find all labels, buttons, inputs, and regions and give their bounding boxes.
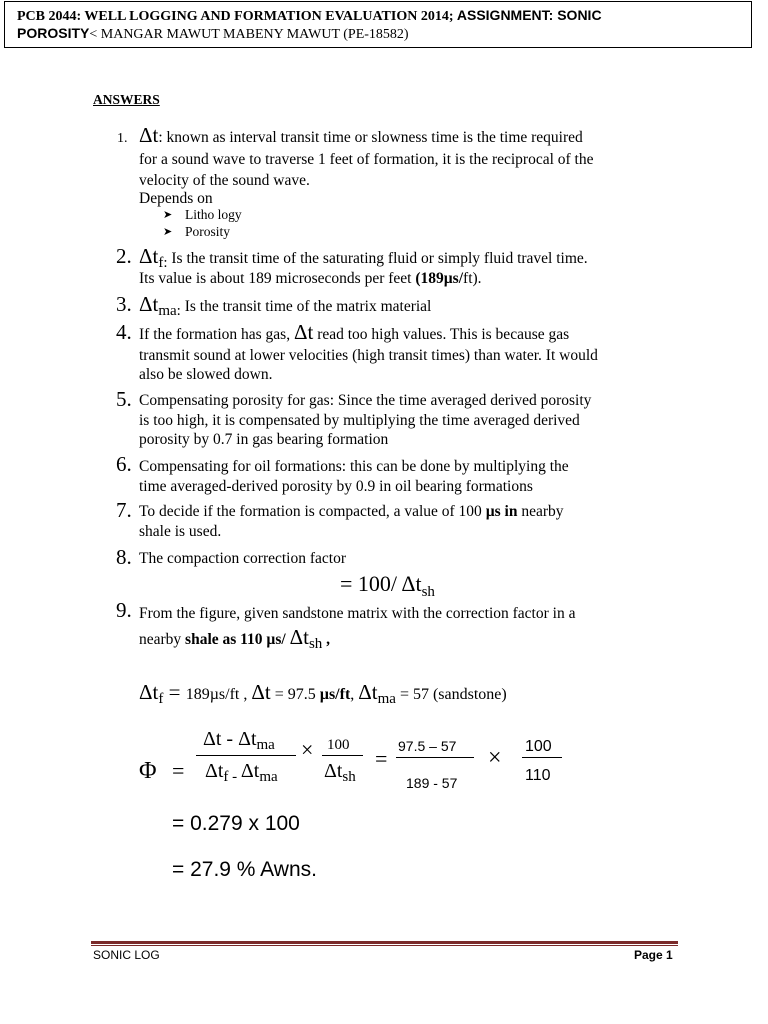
footer-rule-thin (91, 945, 678, 946)
fraction-2-denominator: $\Delta t_{sh}$ (324, 760, 356, 785)
given-values: Δtf = 189µs/ft , Δt = 97.5 µs/ft, Δtma = 57 (sandstone) (139, 680, 507, 707)
answer-1-line-1: Δt: known as interval transit time or slowness time is the time required (139, 123, 583, 147)
bullet-porosity: Porosity (185, 224, 231, 239)
answer-4-line-2: transmit sound at lower velocities (high transit times) than water. It would (139, 347, 598, 364)
answer-9-line-1: From the figure, given sandstone matrix with the correction factor in a (139, 605, 576, 622)
footer-rule-thick (91, 941, 678, 944)
equals-sign: = (172, 758, 185, 783)
answer-4-line-1: If the formation has gas, Δt read too high values. This is because gas (139, 320, 570, 344)
header-box (4, 1, 752, 48)
answer-2-number: 2. (116, 244, 132, 268)
answer-8-number: 8. (116, 545, 132, 569)
section-title: ANSWERS (93, 92, 160, 107)
multiply-sign: × (301, 737, 314, 762)
assignment-label: ASSIGNMENT: SONIC (453, 7, 602, 23)
fraction-1-denominator: $\Delta t_{f -}$ $\Delta t_{ma}$ (205, 760, 278, 785)
header-line-2 (17, 25, 409, 43)
phi-symbol: Φ (139, 758, 157, 784)
answer-4-line-3: also be slowed down. (139, 366, 273, 383)
answer-6-line-1: Compensating for oil formations: this can be done by multiplying the (139, 458, 569, 475)
answer-8-line-1: The compaction correction factor (139, 550, 346, 567)
fraction-3-bar (396, 757, 474, 758)
header-line-1 (17, 7, 602, 25)
answer-2-line-2: Its value is about 189 microseconds per feet (189µs/ft). (139, 270, 482, 287)
compaction-formula: = 100/ $\Delta t_{sh}$ (340, 571, 435, 600)
author-name: < MANGAR MAWUT MABENY MAWUT (PE-18582) (89, 27, 409, 42)
answer-5-number: 5. (116, 387, 132, 411)
fraction-4-bar (522, 757, 562, 758)
fraction-3-numerator: 97.5 – 57 (398, 738, 457, 754)
fraction-1-numerator: Δt - $\Delta t_{ma}$ (203, 728, 275, 753)
fraction-2-bar (322, 755, 363, 756)
answer-9-line-2: nearby shale as 110 µs/ Δtsh , (139, 625, 331, 652)
bullet-arrow-icon: ➤ (163, 209, 173, 221)
result-line-1: = 0.279 x 100 (172, 812, 300, 835)
footer-left-text: SONIC LOG (93, 948, 160, 962)
equals-sign-2: = (375, 746, 388, 771)
answer-5-line-1: Compensating porosity for gas: Since the time averaged derived porosity (139, 392, 592, 409)
fraction-4-denominator: 110 (525, 767, 551, 784)
answer-5-line-2: is too high, it is compensated by multiplying the time averaged derived (139, 412, 580, 429)
answer-3-number: 3. (116, 292, 132, 316)
answer-2-line-1: Δtf: Is the transit time of the saturating fluid or simply fluid travel time. (139, 244, 588, 271)
answer-1-depends: Depends on (139, 190, 213, 207)
bullet-arrow-icon: ➤ (163, 226, 173, 238)
answer-1-line-2: for a sound wave to traverse 1 feet of formation, it is the reciprocal of the (139, 151, 594, 168)
fraction-3-denominator: 189 - 57 (406, 775, 458, 791)
answer-1-number: 1. (117, 131, 128, 146)
bullet-lithology: Litho logy (185, 207, 242, 222)
course-title: PCB 2044: WELL LOGGING AND FORMATION EVALUATION 2014; (17, 9, 454, 24)
answer-6-number: 6. (116, 452, 132, 476)
answer-3-line-1: Δtma: Is the transit time of the matrix material (139, 292, 432, 319)
porosity-label: POROSITY (17, 25, 90, 41)
result-line-2: = 27.9 % Awns. (172, 858, 317, 881)
multiply-sign-2: × (488, 745, 502, 771)
answer-7-line-2: shale is used. (139, 523, 222, 540)
answer-9-number: 9. (116, 598, 132, 622)
fraction-2-numerator: 100 (327, 737, 350, 753)
fraction-1-bar (196, 755, 296, 756)
answer-1-line-3: velocity of the sound wave. (139, 172, 310, 189)
answer-7-number: 7. (116, 498, 132, 522)
page-number: Page 1 (634, 948, 673, 962)
answer-6-line-2: time averaged-derived porosity by 0.9 in oil bearing formations (139, 478, 533, 495)
answer-5-line-3: porosity by 0.7 in gas bearing formation (139, 431, 389, 448)
answer-4-number: 4. (116, 320, 132, 344)
answer-7-line-1: To decide if the formation is compacted, a value of 100 µs in nearby (139, 503, 564, 520)
fraction-4-numerator: 100 (525, 738, 552, 755)
